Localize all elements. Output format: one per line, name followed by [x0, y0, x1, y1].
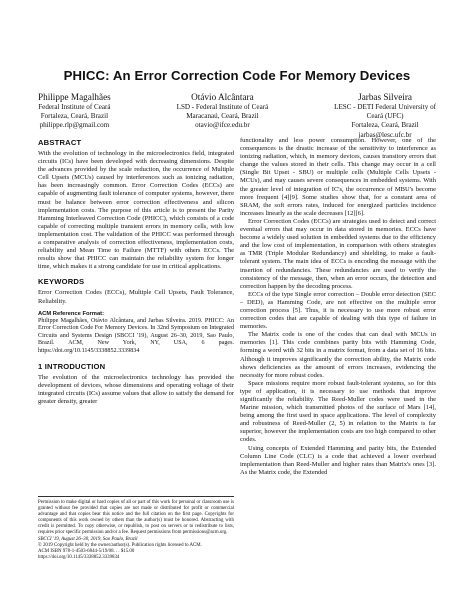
body-paragraph: ECCs of the type Single error correction – Double error detection (SEC – DED), as Hamming Code, are not effective on the multiple error correction process [5]. Thus, it is necessary to use more robust error correction codes that are capable of dealing with this type of failure in memories. [240, 290, 436, 331]
copyright-text: © 2019 Copyright held by the owner/author(s). Publication rights licensed to ACM. [38, 542, 202, 548]
body-paragraph: functionality and less power consumption. However, one of the consequences is the drastic increase of the sensitivity to interference as ionizing radiation, which, in memory devices, causes transitory errors that change the values stored in their cells. This change may occur in a cell (Single Bit Upset - SBU) or multiple cells (Multiple Cells Upsets - MCUs), and may causes severe consequences in embedded systems. With the greater level of integration of IC's, the occurrence of MBU's become more frequent [4][9]. Some studies show that, for a constant area of SRAM, the soft errors rates, induced for energized particles incidence increases linearly as the scale decreases [12][6]. [240, 137, 436, 217]
doi-link[interactable]: https://doi.org/10.1145/3338852.3339834 [38, 554, 120, 560]
author-affiliation-cont: Ceará (UFC) [366, 112, 404, 121]
body-paragraph: The Matrix code is one of the codes that can deal with MCUs in memories [1]. This code combines parity bits with Hamming Code, forming a word with 32 bits in a matrix format, from a data set of 16 bits. Although it improves significantly the correction ability, the Matrix code shows deficiencies as the amount of errors increases, evidencing the necessity for more robust codes. [240, 331, 436, 379]
body-paragraph: Space missions require more robust fault-tolerant systems, so for this type of application, it is necessary to use methods that improve significantly the reliability. The Reed-Muller codes were used in the Marine mission, which transmitted photos of the surface of Mars [14], being among the first used in space applications. The level of complexity and robustness of Reed-Muller (2, 5) in relation to the Matrix is far superior, however the implementation costs are too high compared to other codes. [240, 379, 436, 444]
keywords-section [38, 277, 234, 305]
permissions-footnote [38, 496, 234, 561]
abstract-text: With the evolution of technology in the microelectronics field, integrated circuits (ICs) have been developed with decreasing dimensions. Despite the advances provided by the scale reduction, the occurrence of Multiple Cell Upsets (MCUs) caused by interferences such as ionizing radiation, has been increasingly common. Error Correction Codes (ECCs) are capable of augmenting fault tolerance of computer systems, however, there must be balance between error correction effectiveness and silicon implementation costs. The purpose of this article is to present the Parity Hamming Interleaved Correction Code (PHICC), which consists of a code capable of correcting multiple transient errors in memory cells, with low implementation cost. The validation of the PHICC was performed through a comparative analysis of correction effectiveness, implementation costs, reliability and Mean Time to Failure (MTTF) with others ECCs. The results show that PHICC can maintain the reliability system for longer time, which makes it a strong candidate for use in critical applications. [38, 150, 234, 271]
author-email: jarbas@lesc.ufc.br [358, 130, 412, 139]
keywords-text: Error Correction Codes (ECCs), Multiple Cell Upsets, Fault Tolerance, Reliability. [38, 289, 234, 305]
keywords-heading: KEYWORDS [38, 277, 85, 287]
acm-reference-heading: ACM Reference Format: [38, 310, 105, 317]
venue-text: SBCCI '19, August 26–30, 2019, Sao Paulo, Brazil [38, 536, 138, 542]
author-2 [177, 92, 269, 140]
author-name: Jarbas Silveira [358, 92, 412, 102]
author-email: philippe.rlp@gmail.com [39, 121, 110, 130]
acm-reference-text: Philippe Magalhães, Otávio Alcântara, and Jarbas Silveira. 2019. PHICC: An Error Correction Code For Memory Devices. In 32nd Symposium on Integrated Circuits and Systems Design (SBCCI '19), August 26–30, 2019, Sao Paulo, Brazil. ACM, New York, NY, USA, 6 pages. https://doi.org/10.1145/3338852.3339834 [38, 317, 234, 354]
paper-title: PHICC: An Error Correction Code For Memory Devices [63, 68, 411, 83]
author-affiliation: Federal Institute of Ceará [38, 103, 111, 111]
author-name: Philippe Magalhães [38, 92, 111, 102]
introduction-section [38, 362, 234, 406]
introduction-heading: 1 INTRODUCTION [38, 361, 106, 371]
author-affiliation: LSD - Federal Institute of Ceará [176, 103, 269, 111]
abstract-heading: ABSTRACT [38, 138, 82, 147]
author-location: Maracanaú, Ceará, Brazil [186, 112, 259, 121]
author-1 [38, 92, 111, 140]
body-paragraph: Using concepts of Extended Hamming and parity bits, the Extended Column Line Code (CLC) is a code that achieved a lower overhead implementation than Reed-Muller and higher rates than Matrix's ones [3]. As the Matrix code, the Extended [240, 444, 436, 476]
left-column [38, 138, 234, 406]
author-location: Fortaleza, Ceará, Brazil [351, 121, 419, 130]
author-affiliation: LESC - DETI Federal University of [334, 103, 436, 111]
introduction-text: The evolution of the microelectronics technology has provided the development of devices, whose dimensions and operating voltage of their integrated circuits (ICs) assume values that allow to satisfy the demand for greater density, greater [38, 373, 234, 405]
permission-text: Permission to make digital or hard copies of all or part of this work for personal or classroom use is granted without fee provided that copies are not made or distributed for profit or commercial advantage and that copies bear this notice and the full citation on the first page. Copyrights for components of this work owned by others than the author(s) must be honored. Abstracting with credit is permitted. To copy otherwise, or republish, to post on servers or to redistribute to lists, requires prior specific permission and/or a fee. Request permissions from permissions@acm.org. [38, 500, 234, 536]
author-3 [334, 92, 436, 140]
author-email: otavio@ifce.edu.br [195, 121, 250, 130]
author-block [38, 92, 436, 140]
body-paragraph: Error Correction Codes (ECCs) are strategies used to detect and correct eventual errors that may occur in data stored in memories. ECCs have become a widely used solution in embedded systems due to the efficiency and the low cost of implementation, in comparison with others strategies as TMR (Triple Modular Redundancy) and shielding, to make a fault-tolerant system. The main idea of ECCs is encoding the message with the insertion of redundancies. These redundancies are used to verify the consistency of the message, then, when an error occurs, the detection and correction happen by the decoding process. [240, 217, 436, 290]
right-column [240, 137, 436, 477]
author-location: Fortaleza, Ceará, Brazil [40, 112, 109, 121]
isbn-text: ACM ISBN 978-1-4503-6844-5/19/08. . . $15.00 [38, 548, 135, 554]
author-name: Otávio Alcântara [191, 92, 254, 102]
